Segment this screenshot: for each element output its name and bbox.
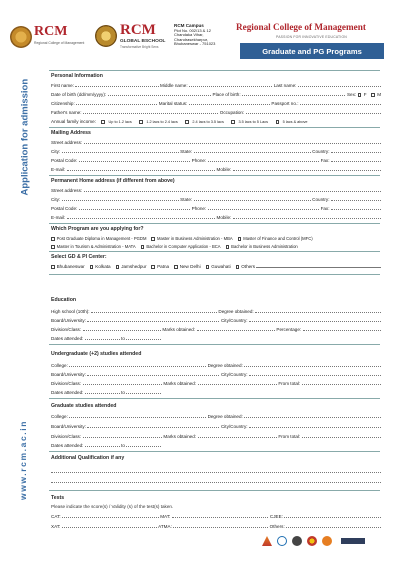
sex-f-checkbox[interactable] [358, 93, 362, 97]
division-field[interactable] [83, 437, 162, 438]
state-label: State: [180, 197, 193, 202]
mail-street-row [51, 140, 381, 145]
income-opt-checkbox[interactable] [276, 120, 280, 124]
others-field[interactable] [286, 527, 381, 528]
country-field[interactable] [331, 152, 381, 153]
board-field[interactable] [87, 427, 219, 428]
high-school-label: High school (10th): [51, 309, 90, 314]
perm-postal-row [51, 206, 381, 211]
degree-field[interactable] [244, 417, 381, 418]
middle-name-field[interactable] [189, 86, 272, 87]
logo-mid-sub1: GLOBAL BSCHOOL [120, 39, 166, 44]
permanent-title: Permanent Home address (if different from above) [51, 178, 175, 184]
income-opt-label: 3.5 lacs to 5 Lacs [238, 120, 268, 124]
global-bschool-emblem-icon [95, 25, 117, 47]
marks-field[interactable] [197, 330, 275, 331]
father-label: Father's name: [51, 110, 82, 115]
logo-mid-text: RCM [120, 22, 156, 38]
program-banner-text: Graduate and PG Programs [262, 46, 362, 56]
program-row-1 [51, 236, 383, 241]
grad-row-3 [51, 434, 381, 439]
edu-row-1 [51, 309, 381, 314]
city-field[interactable] [62, 200, 179, 201]
father-row [51, 110, 381, 115]
campus-line3: Chandrasekharpur, [174, 36, 209, 42]
postal-label: Postal Code: [51, 158, 78, 163]
mobile-field[interactable] [233, 218, 381, 219]
postal-label: Postal Code: [51, 206, 78, 211]
additional-line[interactable] [51, 472, 381, 473]
postal-field[interactable] [79, 161, 190, 162]
income-opt-label: 2.4 lacs to 3.5 lacs [192, 120, 224, 124]
dates-from-field[interactable] [85, 393, 120, 394]
college-field[interactable] [69, 366, 206, 367]
additional-title: Additional Qualification if any [51, 455, 125, 461]
tests-subtitle: Please indicate the score(s) / Validity (s) of the test(s) taken. [51, 504, 174, 509]
income-opt-label: 1.2 lacs to 2.4 lacs [146, 120, 178, 124]
last-name-label: Last name: [273, 83, 297, 88]
cat-field[interactable] [62, 517, 159, 518]
college-field[interactable] [69, 417, 206, 418]
marks-label: Marks obtained: [163, 381, 197, 386]
logo-left-text: RCM [34, 24, 68, 39]
gd-title: Select GD & PI Center: [51, 254, 107, 260]
gd-checkbox[interactable] [206, 265, 210, 269]
tests-row-2 [51, 524, 381, 529]
father-field[interactable] [83, 113, 218, 114]
phone-field[interactable] [208, 161, 319, 162]
occupation-label: Occupation: [219, 110, 245, 115]
high-school-field[interactable] [91, 312, 217, 313]
income-opt-label: 5 lacs & above [282, 120, 308, 124]
city-country-label: City/Country: [220, 424, 248, 429]
program-checkbox[interactable] [141, 245, 145, 249]
fax-field[interactable] [331, 161, 381, 162]
sex-label: Sex: [346, 92, 357, 97]
phone-field[interactable] [208, 209, 319, 210]
from-total-field[interactable] [302, 384, 381, 385]
program-row-2 [51, 244, 383, 249]
personal-title: Personal Information [51, 73, 103, 79]
passport-field[interactable] [300, 104, 381, 105]
phone-label: Phone: [191, 158, 207, 163]
xat-label: XAT: [51, 524, 61, 529]
gd-option: Others [241, 264, 256, 269]
passport-label: Passport no.: [271, 101, 299, 106]
gd-option: Bhubaneswar [56, 264, 85, 269]
to-label: to [121, 443, 125, 448]
header [0, 0, 400, 68]
perm-street-row [51, 188, 381, 193]
accreditation-logo-icon [307, 536, 317, 546]
division-label: Division/Class: [51, 327, 82, 332]
gd-other-field[interactable] [256, 267, 381, 268]
campus-address [174, 24, 215, 47]
campus-line2: Chandaka Vihar, [174, 32, 204, 38]
mat-field[interactable] [172, 517, 269, 518]
sex-f-label: F [363, 92, 367, 97]
program-checkbox[interactable] [151, 237, 155, 241]
accreditation-logo-icon [322, 536, 332, 546]
email-label: E-mail: [51, 215, 66, 220]
fax-label: Fax: [320, 158, 330, 163]
mailing-title: Mailing Address [51, 130, 91, 136]
cjee-field[interactable] [284, 517, 381, 518]
place-birth-field[interactable] [242, 95, 345, 96]
logo-mid-sub2: Transformative Bright Sens [120, 45, 159, 49]
country-field[interactable] [331, 200, 381, 201]
country-label: Country: [312, 149, 330, 154]
program-option: Post Graduate Diploma in Management - PGDM [56, 236, 147, 241]
mail-postal-row [51, 158, 381, 163]
rcm-emblem-icon [10, 26, 32, 48]
division-label: Division/Class: [51, 381, 82, 386]
name-row [51, 83, 381, 88]
board-field[interactable] [87, 375, 219, 376]
marital-label: Marital status: [158, 101, 188, 106]
sidebar-label: Application for admission [19, 78, 31, 196]
email-field[interactable] [67, 170, 215, 171]
atma-field[interactable] [173, 527, 268, 528]
ug-row-4 [51, 390, 161, 395]
degree-field[interactable] [255, 312, 381, 313]
accreditation-logos [262, 536, 365, 546]
city-country-field[interactable] [249, 375, 381, 376]
accreditation-logo-icon [262, 536, 272, 546]
college-label: College: [51, 363, 68, 368]
dates-to-field[interactable] [126, 446, 161, 447]
degree-label: Degree obtained: [218, 309, 254, 314]
sidebar-website: www.rcm.ac.in [18, 420, 28, 501]
program-checkbox[interactable] [51, 237, 55, 241]
edu-row-3 [51, 327, 381, 332]
others-label: Others: [269, 524, 285, 529]
mobile-label: Mobile: [216, 215, 232, 220]
tests-row-1 [51, 514, 381, 519]
gd-checkbox[interactable] [116, 265, 120, 269]
dates-label: Dates attended: [51, 390, 84, 395]
division-field[interactable] [83, 330, 161, 331]
mobile-field[interactable] [233, 170, 381, 171]
education-title: Education [51, 297, 77, 303]
marks-field[interactable] [198, 384, 277, 385]
gd-checkbox[interactable] [174, 265, 178, 269]
mobile-label: Mobile: [216, 167, 232, 172]
last-name-field[interactable] [298, 86, 381, 87]
income-opt-label: Up to 1.2 lacs [108, 120, 132, 124]
accreditation-logo-icon [292, 536, 302, 546]
percentage-field[interactable] [303, 330, 381, 331]
division-label: Division/Class: [51, 434, 82, 439]
grad-row-1 [51, 414, 381, 419]
city-label: City: [51, 197, 61, 202]
percentage-label: Percentage: [276, 327, 302, 332]
citizenship-row [51, 101, 381, 106]
gd-checkbox[interactable] [151, 265, 155, 269]
program-title: Which Program are you applying for? [51, 226, 144, 232]
email-label: E-mail: [51, 167, 66, 172]
to-label: to [121, 390, 125, 395]
sex-m-checkbox[interactable] [371, 93, 375, 97]
state-label: State: [180, 149, 193, 154]
income-label: Annual family income: [51, 119, 96, 124]
street-label: Street address: [51, 140, 83, 145]
program-checkbox[interactable] [51, 245, 55, 249]
from-total-field[interactable] [302, 437, 381, 438]
dob-label: Date of birth (dd/mm/yyyy): [51, 92, 107, 97]
program-option: Bachelor in Business Administration [231, 244, 298, 249]
mat-label: MAT: [160, 514, 171, 519]
program-option: Master in Business Administration - MBA [157, 236, 233, 241]
dates-label: Dates attended: [51, 443, 84, 448]
city-label: City: [51, 149, 61, 154]
middle-name-label: Middle name: [160, 83, 188, 88]
sex-m-label: M [377, 92, 382, 97]
undergrad-title: Undergraduate (+2) studies attended [51, 351, 142, 357]
gd-option: New Delhi [179, 264, 201, 269]
cat-label: CAT: [51, 514, 61, 519]
city-field[interactable] [62, 152, 179, 153]
income-opt-checkbox[interactable] [139, 120, 143, 124]
first-name-label: First name: [51, 83, 74, 88]
fax-field[interactable] [331, 209, 381, 210]
income-opt-checkbox[interactable] [231, 120, 235, 124]
from-total-label: From total: [278, 381, 301, 386]
grad-row-4 [51, 443, 161, 448]
college-tagline: PASSION FOR INNOVATIVE EDUCATION [276, 35, 347, 39]
accreditation-logo-icon [277, 536, 287, 546]
grad-row-2 [51, 424, 381, 429]
board-field[interactable] [87, 321, 219, 322]
accreditation-badge-icon [341, 538, 365, 544]
logo-left-sub: Regional College of Management [34, 41, 85, 45]
campus-line1: Plot No. 002/13 & 12 [174, 27, 211, 33]
dob-row [51, 92, 381, 97]
program-option: Master of Finance and Control (MFC) [243, 236, 313, 241]
gd-option: Guwahati [211, 264, 231, 269]
program-option: Master in Tourism & Administration - MATA [56, 244, 136, 249]
city-country-label: City/Country: [220, 318, 248, 323]
dates-to-field[interactable] [126, 339, 161, 340]
street-field[interactable] [84, 143, 381, 144]
college-name: Regional College of Management [236, 22, 366, 32]
dates-from-field[interactable] [85, 339, 120, 340]
ug-row-3 [51, 381, 381, 386]
gd-checkbox[interactable] [236, 265, 240, 269]
gd-checkbox[interactable] [51, 265, 55, 269]
board-label: Board/University: [51, 372, 86, 377]
xat-field[interactable] [62, 527, 157, 528]
perm-email-row [51, 215, 381, 220]
program-banner [240, 43, 384, 59]
dates-to-field[interactable] [126, 393, 161, 394]
place-birth-label: Place of birth: [212, 92, 241, 97]
country-label: Country: [312, 197, 330, 202]
gd-row [51, 264, 381, 269]
tests-title: Tests [51, 495, 65, 501]
gd-option: Jamshedpur [121, 264, 147, 269]
marital-field[interactable] [189, 104, 270, 105]
mail-city-row [51, 149, 381, 154]
marks-label: Marks obtained: [163, 434, 197, 439]
income-opt-checkbox[interactable] [101, 120, 105, 124]
gd-option: Kolkata [95, 264, 111, 269]
income-row [51, 119, 381, 124]
dob-field[interactable] [108, 95, 211, 96]
occupation-field[interactable] [246, 113, 381, 114]
campus-title: RCM Campus [174, 23, 204, 28]
gd-checkbox[interactable] [90, 265, 94, 269]
citizenship-field[interactable] [76, 104, 157, 105]
marks-field[interactable] [198, 437, 277, 438]
edu-row-2 [51, 318, 381, 323]
graduate-title: Graduate studies attended [51, 403, 117, 409]
board-label: Board/University: [51, 424, 86, 429]
perm-city-row [51, 197, 381, 202]
fax-label: Fax: [320, 206, 330, 211]
division-field[interactable] [83, 384, 162, 385]
cjee-label: CJEE: [269, 514, 283, 519]
city-country-field[interactable] [249, 427, 381, 428]
state-field[interactable] [194, 152, 311, 153]
from-total-label: From total: [278, 434, 301, 439]
citizenship-label: Citizenship: [51, 101, 75, 106]
college-label: College: [51, 414, 68, 419]
ug-row-1 [51, 363, 381, 368]
street-label: Street address: [51, 188, 83, 193]
city-country-label: City/Country: [220, 372, 248, 377]
mail-email-row [51, 167, 381, 172]
program-checkbox[interactable] [226, 245, 230, 249]
program-option: Bachelor in Computer Application - BCA [146, 244, 221, 249]
edu-row-4 [51, 336, 161, 341]
email-field[interactable] [67, 218, 215, 219]
postal-field[interactable] [79, 209, 190, 210]
state-field[interactable] [194, 200, 311, 201]
campus-line4: Bhubaneswar - 751023 [174, 41, 216, 47]
income-opt-checkbox[interactable] [185, 120, 189, 124]
degree-field[interactable] [244, 366, 381, 367]
ug-row-2 [51, 372, 381, 377]
to-label: to [121, 336, 125, 341]
degree-label: Degree obtained: [207, 363, 243, 368]
board-label: Board/University: [51, 318, 86, 323]
gd-option: Patna [157, 264, 170, 269]
marks-label: Marks obtained: [162, 327, 196, 332]
phone-label: Phone: [191, 206, 207, 211]
program-checkbox[interactable] [238, 237, 242, 241]
city-country-field[interactable] [249, 321, 381, 322]
dates-from-field[interactable] [85, 446, 120, 447]
street-field[interactable] [84, 191, 381, 192]
dates-label: Dates attended: [51, 336, 84, 341]
degree-label: Degree obtained: [207, 414, 243, 419]
first-name-field[interactable] [75, 86, 158, 87]
additional-line[interactable] [51, 482, 381, 483]
atma-label: ATMA: [158, 524, 172, 529]
